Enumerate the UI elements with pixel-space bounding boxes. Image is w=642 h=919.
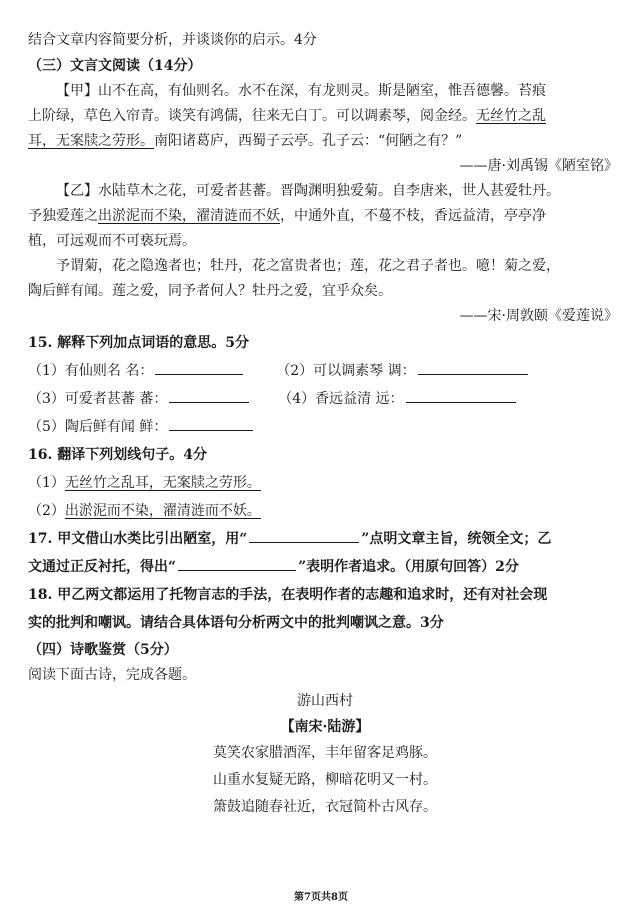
- jia-line-2-text: 上阶绿，草色入帘青。谈笑有鸿儒，往来无白丁。可以调素琴，阅金经。: [28, 108, 476, 124]
- q16-title: 16. 翻译下列划线句子。4分: [28, 447, 207, 463]
- poem: [28, 688, 622, 821]
- q18-line-1: 18. 甲乙两文都运用了托物言志的手法，在表明作者的志趣和追求时，还有对社会现: [28, 587, 548, 603]
- q15-item-2: （2）可以调素琴 调：: [276, 363, 416, 379]
- q16-row-1: [28, 469, 622, 497]
- page-footer: 第7页共8页: [294, 892, 348, 903]
- jia-line-2: [28, 104, 622, 129]
- q16-text-1: 无丝竹之乱耳，无案牍之劳形。: [64, 475, 261, 491]
- poem-author: 【南宋·陆游】: [280, 719, 370, 735]
- q17-text-1a: 17. 甲文借山水类比引出陋室，用“: [28, 531, 248, 547]
- poem-line-1: 莫笑农家腊酒浑，丰年留客足鸡豚。: [213, 745, 437, 761]
- section3-title: （三）文言文阅读（14分）: [28, 58, 202, 74]
- yi-line-5: 陶后鲜有闻。莲之爱，同予者何人？牡丹之爱，宜乎众矣。: [28, 283, 392, 299]
- poem-line-3: 箫鼓追随春社近，衣冠简朴古风存。: [213, 799, 437, 815]
- jia-line-3: [28, 129, 622, 154]
- q17-line-1: [28, 525, 622, 553]
- q17-text-2a: 文通过正反衬托，得出“: [28, 559, 177, 575]
- question-16: [28, 441, 622, 525]
- q15-row-1: [28, 357, 622, 385]
- question-15: [28, 329, 622, 441]
- q15-item-1: （1）有仙则名 名：: [28, 363, 154, 379]
- q17-line-2: [28, 553, 622, 581]
- passage-yi: [28, 179, 622, 329]
- q17-text-1b: ”点明文章主旨，统领全文；乙: [361, 531, 552, 547]
- yi-line-2-b: ，中通外直，不蔓不枝，香远益清，亭亭净: [280, 208, 546, 224]
- q17-text-2b: ”表明作者追求。（用原句回答）2分: [298, 559, 519, 575]
- q15-item-4: （4）香远益清 远：: [278, 391, 404, 407]
- yi-line-2-a: 予独爱莲之: [28, 208, 98, 224]
- q17-blank-2[interactable]: [178, 555, 296, 571]
- q15-item-5: （5）陶后鲜有闻 鲜：: [28, 419, 168, 435]
- question-18: [28, 581, 622, 637]
- jia-line-3-text: 南阳诸葛庐，西蜀子云亭。孔子云：“何陋之有？”: [154, 133, 463, 149]
- q16-label-1: （1）: [28, 475, 65, 491]
- q16-label-2: （2）: [28, 503, 65, 519]
- yi-line-1: 【乙】水陆草木之花，可爱者甚蕃。晋陶渊明独爱菊。自李唐来，世人甚爱牡丹。: [56, 183, 560, 199]
- yi-line-3: 植，可远观而不可亵玩焉。: [28, 233, 196, 249]
- q15-row-3: [28, 413, 622, 441]
- section4-instruction: 阅读下面古诗，完成各题。: [28, 667, 196, 683]
- yi-underlined: 出淤泥而不染，濯清涟而不妖: [98, 208, 280, 224]
- jia-source: ——唐·刘禹锡《陋室铭》: [459, 158, 618, 174]
- poem-title: 游山西村: [297, 693, 353, 709]
- q15-row-2: [28, 385, 622, 413]
- q15-blank-3[interactable]: [169, 387, 249, 403]
- q17-blank-1[interactable]: [249, 527, 359, 543]
- q16-row-2: [28, 497, 622, 525]
- jia-underlined-1: 无丝竹之乱: [476, 108, 546, 124]
- passage-jia: [28, 79, 622, 179]
- q18-line-2: 实的批判和嘲讽。请结合具体语句分析两文中的批判嘲讽之意。3分: [28, 615, 444, 631]
- q15-item-3: （3）可爱者甚蕃 蕃：: [28, 391, 168, 407]
- q15-blank-2[interactable]: [418, 359, 528, 375]
- section4-title: （四）诗歌鉴赏（5分）: [28, 642, 178, 658]
- q15-blank-1[interactable]: [155, 359, 243, 375]
- question-17: [28, 525, 622, 581]
- jia-line-1: 【甲】山不在高，有仙则名。水不在深，有龙则灵。斯是陋室，惟吾德馨。苔痕: [56, 83, 546, 99]
- yi-source: ——宋·周敦颐《爱莲说》: [459, 308, 618, 324]
- q16-text-2: 出淤泥而不染，濯清涟而不妖。: [64, 503, 261, 519]
- q15-blank-4[interactable]: [406, 387, 516, 403]
- intro-line: 结合文章内容简要分析，并谈谈你的启示。4分: [28, 32, 317, 48]
- jia-underlined-2: 耳，无案牍之劳形。: [28, 133, 154, 149]
- yi-line-4: 予谓菊，花之隐逸者也；牡丹，花之富贵者也；莲，花之君子者也。噫！菊之爱，: [56, 258, 560, 274]
- q15-blank-5[interactable]: [169, 415, 253, 431]
- poem-line-2: 山重水复疑无路，柳暗花明又一村。: [213, 772, 437, 788]
- yi-line-2: [28, 204, 622, 229]
- q15-title: 15. 解释下列加点词语的意思。5分: [28, 335, 249, 351]
